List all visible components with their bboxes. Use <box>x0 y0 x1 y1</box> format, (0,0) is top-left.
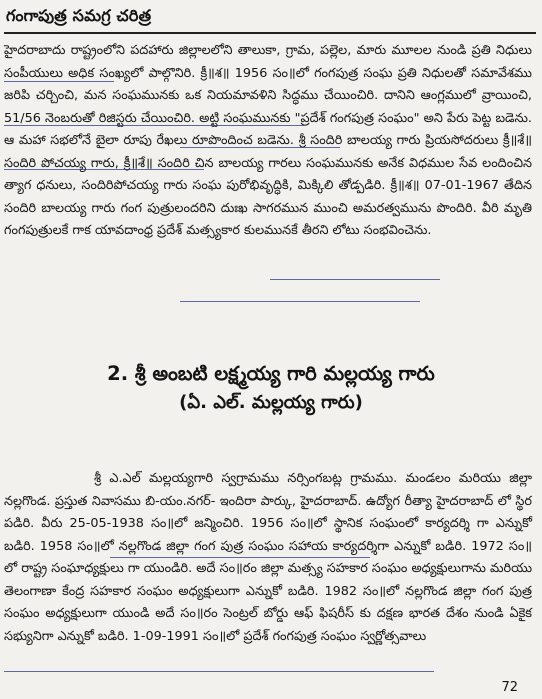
header-rule <box>4 32 536 34</box>
pen-underline-mark <box>4 81 114 82</box>
body-paragraph-1: హైదరాబాదు రాష్ట్రంలోని పదహారు జిల్లాలలోని తాలుకా, గ్రామ, పల్లెల, మారు మూలల నుండి ప్రతి నిధులు సంపీయులు అధిక సంఖ్యలో పాల్గొనిరి. క్రీ॥శ॥ 1956 సం॥లో గంగపుత్ర సంఘ ప్రతి నిధులతో సమావేశము జరిపి చర్చించి, మన సంఘమునకు ఒక నియమావళిని సిద్ధము చేయించిరి. దానిని ఆంగ్లములో వ్రాయించి, 51/56 నెంబరుతో రిజిస్టరు చేయించిరి. అట్టి సంఘమునకు "ప్రదేశ్ గంగపుత్ర సంఘం" అని పేరు పెట్ట బడెను. ఆ మహా సభలోనే బైలా రూపు రేఖలు రూపొందించ బడెను. శ్రీ సందిరి బాలయ్య గారు ప్రియసోదరులు క్రీ॥శే॥సందిరి పోచయ్య గారు, క్రీ॥శే॥ సందిరి చిన బాలయ్య గారలు సంఘమునకు అనేక విధముల సేవ లందించిన త్యాగ ధనులు, సందిరిపోచయ్య గారు సంఘ పురోభివృద్ధికి, మిక్కిలి తోడ్పడిరి. క్రీ॥శ॥ 07-01-1967 తేదిన సందిరి బాలయ్య గారు గంగ పుత్రులందరిని దుఃఖ సాగరమున ముంచి అమరత్వమును పొందిరి. వీరి మృతి గంగపుత్రులకే గాక యావదాంధ్ర ప్రదేశ్ మత్స్యకార కులమునకే తీరని లోటు సంభవించెను. <box>4 43 532 238</box>
pen-underline-mark <box>180 301 420 302</box>
pen-underline-mark <box>4 671 434 672</box>
section-heading: 2. శ్రీ అంబటి లక్ష్మయ్య గారి మల్లయ్య గారు <box>107 362 435 385</box>
pen-underline-mark <box>110 557 370 558</box>
pen-underline-mark <box>4 125 304 126</box>
pen-underline-mark <box>180 147 340 148</box>
page-number: 72 <box>501 680 518 695</box>
pen-underline-mark <box>270 279 440 280</box>
pen-underline-mark <box>4 169 204 170</box>
section-subheading: (ఏ. ఎల్. మల్లయ్య గారు) <box>179 392 363 413</box>
running-head-title: గంగాపుత్ర సమగ్ర చరిత్ర <box>6 6 152 25</box>
body-paragraph-2: శ్రీ ఎ.ఎల్ మల్లయ్యగారి స్వగ్రామము నర్సింగబట్ల గ్రామము. మండలం మరియు జిల్లా నల్లగొండ. ప్రస్తుత నివాసము బి-యం.నగర్- ఇందిరా పార్కు, హైదరాబాద్. ఉద్యోగ రీత్యా హైదరాబాద్ లో స్థిర పడిరి. వీరు 25-05-1938 సం॥లో జన్మించిరి. 1956 సం॥లో స్థానిక సంఘంలో కార్యదర్శి గా ఎన్నుకో బడిరి. 1958 సం॥లో నల్లగొండ జిల్లా గంగ పుత్ర సంఘం సహాయ కార్యదర్శిగా ఎన్నుకో బడిరి. 1972 సం॥లో రాష్ట్ర సంఘాధ్యక్షులు గా యుండిరి. అదే సం॥రం జిల్లా మత్స్య సహకార సంఘం అధ్యక్షులుగాను మరియు తెలంగాణా కేంద్ర సహకార సంఘం అధ్యక్షులుగా ఎన్నుకో బడిరి. 1982 సం॥లో నల్లగొండ జిల్లా గంగ పుత్ర సంఘం అధ్యక్షులుగా యుండి అదే సం॥రం సెంట్రల్ బోర్డు ఆఫ్ ఫిషరీస్ కు దక్షణ భారత దేశం నుండి ఏకైక సభ్యునిగా ఎన్నుకో బడిరి. 1-09-1991 సం॥లో ప్రదేశ్ గంగపుత్ర సంఘం స్వర్ణోత్సవాలు <box>4 471 532 644</box>
